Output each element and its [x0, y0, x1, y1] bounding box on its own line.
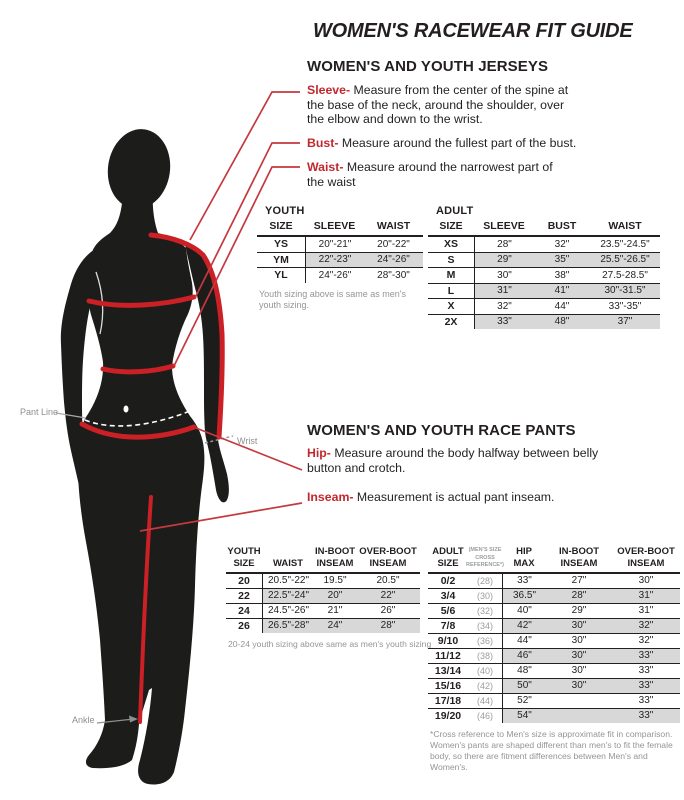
table-footnote: Youth sizing above is same as men's youth sizing. [259, 288, 406, 311]
table-cell: 21" [327, 605, 343, 617]
table-cell: YL [274, 269, 288, 282]
table-cell: 46" [502, 649, 546, 663]
table-header-cell: IN-BOOT INSEAM [558, 546, 600, 569]
table-title: YOUTH [265, 205, 305, 217]
table-cell: 37" [590, 315, 660, 330]
table-header-row [428, 546, 680, 574]
table-cell: 30" [474, 268, 534, 283]
table-cell: 42" [502, 619, 546, 633]
table-cell [546, 709, 612, 723]
adult-jerseys-table [428, 205, 660, 329]
table-cell: 36.5" [502, 589, 546, 603]
table-header-cell: OVER-BOOT INSEAM [617, 546, 675, 569]
pant-line-annotation: Pant Line [20, 407, 59, 417]
table-header-cell: WAIST [376, 220, 411, 232]
table-row [226, 588, 420, 603]
inseam-measure-item [307, 490, 637, 505]
table-cell: 26.5"-28" [262, 619, 314, 633]
table-cell: 33"-35" [608, 300, 642, 312]
table-cell: 32" [554, 238, 570, 250]
table-cell: 33" [474, 315, 534, 330]
table-row [428, 574, 680, 588]
table-row [428, 648, 680, 663]
page-title: WOMEN'S RACEWEAR FIT GUIDE [313, 20, 633, 42]
table-row [428, 267, 660, 283]
table-row [428, 618, 680, 633]
youth-pants-table [226, 546, 432, 650]
table-cell: (38) [476, 650, 493, 661]
table-cell: 30" [638, 575, 654, 587]
sleeve-label: Sleeve- [307, 83, 351, 97]
table-cell: 30" [546, 679, 612, 693]
table-cell: (28) [476, 575, 493, 586]
table-cell: 44" [502, 634, 546, 648]
table-cell: 31" [638, 605, 654, 617]
table-cell: X [447, 300, 455, 313]
table-cell: 28" [546, 589, 612, 603]
inseam-description: Measurement is actual pant inseam. [356, 490, 555, 504]
table-header-cell: BUST [547, 220, 577, 232]
table-cell: 29" [474, 253, 534, 268]
sleeve-measure-item [307, 83, 577, 127]
woman-silhouette [61, 125, 229, 784]
jerseys-section-heading: WOMEN'S AND YOUTH JERSEYS [307, 58, 549, 75]
table-row [257, 267, 423, 283]
table-header-cell: YOUTH SIZE [227, 546, 261, 569]
table-cell: 33" [612, 709, 680, 723]
table-cell: 11/12 [435, 649, 461, 662]
table-row [428, 663, 680, 678]
table-header-cell: ADULT SIZE [432, 546, 464, 569]
table-cell: 28" [474, 237, 534, 252]
table-row [428, 298, 660, 314]
table-cell: 24.5"-26" [262, 604, 314, 618]
inseam-label: Inseam- [307, 490, 354, 504]
table-cell: 33" [638, 695, 654, 707]
waist-description: Measure around the narrowest part of the waist [307, 160, 553, 189]
table-header-cell: WAIST [608, 220, 642, 232]
wrist-annotation: Wrist [237, 436, 258, 446]
table-cell: (42) [476, 680, 493, 691]
table-cell: 9/10 [437, 634, 459, 647]
table-cell: 33" [638, 665, 654, 677]
table-cell: 33" [612, 679, 680, 693]
table-row [428, 708, 680, 723]
bust-description: Measure around the fullest part of the bust. [341, 136, 577, 150]
table-cell: 19.5" [323, 575, 347, 587]
table-header-cell: OVER-BOOT INSEAM [359, 546, 417, 569]
table-cell: 27.5-28.5" [602, 269, 648, 281]
table-header-cell: HIP MAX [513, 546, 535, 569]
table-cell: 2X [444, 315, 458, 328]
table-cell: (36) [476, 635, 493, 646]
table-cell: 28"-30" [377, 269, 410, 281]
table-cell: 32" [638, 635, 654, 647]
waist-label: Waist- [307, 160, 344, 174]
table-cell: 5/6 [440, 604, 456, 617]
table-cell: 54" [502, 709, 546, 723]
hip-label: Hip- [307, 446, 331, 460]
table-row [428, 633, 680, 648]
pants-section-heading: WOMEN'S AND YOUTH RACE PANTS [307, 422, 576, 439]
table-cell: 26 [238, 619, 250, 632]
table-cell: 32" [474, 299, 534, 314]
table-cell: 31" [612, 589, 680, 603]
table-header-row [257, 220, 423, 237]
sleeve-description: Measure from the center of the spine at the base of the neck, around the shoulder, over the elbow and down to the wrist. [307, 83, 569, 127]
table-cell: 22 [238, 589, 250, 602]
table-cell: 20" [314, 589, 356, 603]
table-row [428, 237, 660, 252]
table-cell: 30" [571, 635, 587, 647]
table-cell: 24"-26" [364, 253, 423, 268]
hip-measure-item [307, 446, 599, 475]
table-cell: 29" [571, 605, 587, 617]
bust-label: Bust- [307, 136, 339, 150]
table-cell: 48" [534, 315, 590, 330]
table-cell: 22"-23" [305, 253, 364, 268]
table-cell: 50" [502, 679, 546, 693]
table-row [428, 283, 660, 299]
table-cell: 22" [356, 589, 420, 603]
navel [124, 406, 129, 413]
table-footnote: 20-24 youth sizing above same as men's youth sizing [228, 638, 432, 649]
table-row [226, 618, 420, 633]
table-cell: 31" [474, 284, 534, 299]
table-row [428, 603, 680, 618]
table-cell: 30"-31.5" [590, 284, 660, 299]
table-cell: 24 [238, 604, 250, 617]
table-cell: 30" [546, 619, 612, 633]
youth-jerseys-table [257, 205, 423, 312]
table-cell: 20.5"-22" [262, 574, 314, 588]
table-cell: 33" [502, 574, 546, 588]
table-cell: M [446, 269, 456, 282]
hip-description: Measure around the body halfway between belly button and crotch. [307, 446, 599, 475]
table-cell: YM [273, 253, 289, 266]
table-row [257, 237, 423, 252]
table-cell: 28" [356, 619, 420, 633]
table-cell: 52" [502, 694, 546, 708]
table-cell: (44) [476, 695, 493, 706]
table-cell: 26" [380, 605, 396, 617]
table-cell: 44" [554, 300, 570, 312]
table-cell: 41" [534, 284, 590, 299]
table-header-cell: SLEEVE [313, 220, 356, 232]
table-cell: (30) [476, 590, 493, 601]
table-cell: 7/8 [440, 619, 456, 632]
table-cell: (40) [476, 665, 493, 676]
table-row [257, 252, 423, 268]
table-cell: 15/16 [434, 679, 462, 692]
table-cell: 33" [612, 649, 680, 663]
table-row [226, 574, 420, 588]
table-header-cell: SIZE [269, 220, 293, 232]
table-row [428, 678, 680, 693]
table-header-cell: SIZE [439, 220, 463, 232]
table-cell: 38" [554, 269, 570, 281]
table-cell: 30" [571, 665, 587, 677]
table-footnote: *Cross reference to Men's size is approximate fit in comparison. Women's pants are shaped different than men's to fit the female body, so there are fitment differences between Men's and Women's. [430, 728, 673, 773]
table-row [428, 252, 660, 268]
adult-pants-table [428, 546, 680, 773]
table-cell: (34) [476, 620, 493, 631]
table-cell: (32) [476, 605, 493, 616]
table-cell: 35" [534, 253, 590, 268]
table-cell: 24" [314, 619, 356, 633]
table-cell: 40" [502, 604, 546, 618]
table-row [428, 693, 680, 708]
table-cell: (46) [476, 710, 493, 721]
table-cell: 17/18 [434, 694, 462, 707]
table-cell: YS [273, 238, 288, 251]
bust-measure-item [307, 136, 637, 151]
table-cell: S [447, 253, 455, 266]
table-header-cell: (MEN'S SIZE CROSS REFERENCE*) [466, 547, 504, 569]
table-header-row [226, 546, 420, 574]
table-cell: 24"-26" [305, 268, 364, 283]
table-cell: XS [443, 238, 458, 251]
table-cell: 3/4 [440, 589, 456, 602]
waist-measure-item [307, 160, 557, 189]
table-cell: 20.5" [376, 575, 400, 587]
table-cell: 22.5"-24" [262, 589, 314, 603]
ankle-annotation: Ankle [72, 715, 95, 725]
table-cell [546, 694, 612, 708]
table-row [428, 588, 680, 603]
table-cell: 27" [571, 575, 587, 587]
table-cell: 48" [502, 664, 546, 678]
table-row [226, 603, 420, 618]
table-cell: 20"-21" [305, 237, 364, 252]
table-cell: 25.5"-26.5" [590, 253, 660, 268]
table-header-cell: IN-BOOT INSEAM [314, 546, 356, 569]
table-header-row [428, 220, 660, 237]
table-cell: L [447, 284, 455, 297]
table-cell: 30" [546, 649, 612, 663]
table-cell: 19/20 [434, 709, 462, 722]
table-cell: 32" [612, 619, 680, 633]
table-title: ADULT [436, 205, 474, 217]
table-header-cell: SLEEVE [483, 220, 525, 232]
table-cell: 13/14 [434, 664, 462, 677]
table-cell: 20 [238, 574, 250, 587]
table-cell: 20"-22" [377, 238, 410, 250]
table-cell: 0/2 [440, 574, 456, 587]
table-row [428, 314, 660, 330]
table-cell: 23.5"-24.5" [600, 238, 650, 250]
table-header-cell: WAIST [272, 557, 304, 569]
